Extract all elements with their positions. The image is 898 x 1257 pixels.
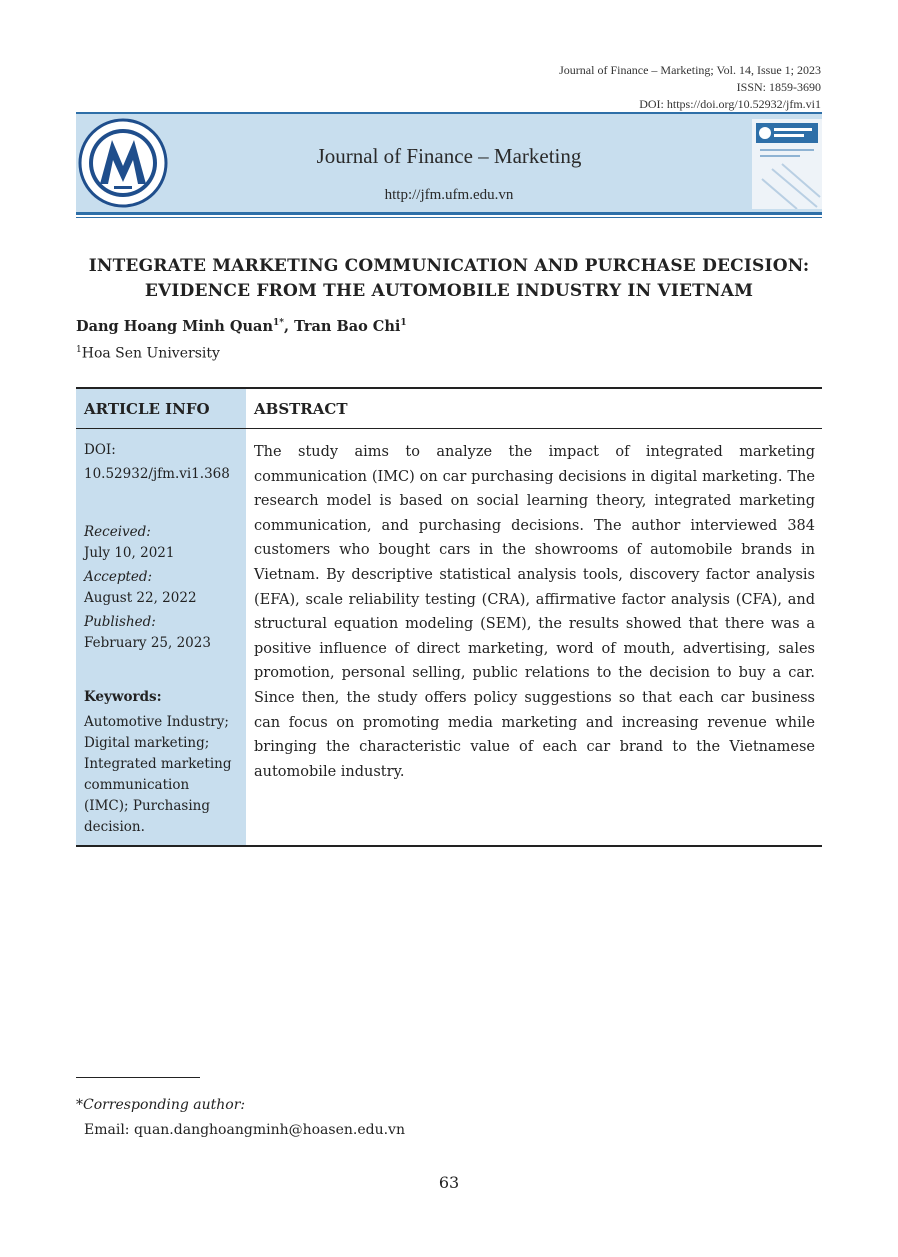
journal-doi: DOI: https://doi.org/10.52932/jfm.vi1 [639, 97, 821, 111]
keyword-line: communication [84, 777, 190, 793]
paper-title [76, 254, 822, 304]
table-header-rule [76, 428, 822, 429]
corresponding-author-label: *Corresponding author: [76, 1097, 246, 1113]
keyword-line: Integrated marketing [84, 756, 232, 772]
received-date: July 10, 2021 [84, 545, 175, 561]
paper-title-line-2: EVIDENCE FROM THE AUTOMOBILE INDUSTRY IN VIETNAM [144, 281, 754, 301]
banner-bottom-rule [76, 212, 822, 215]
banner-bottom-rule-thin [76, 217, 822, 218]
paper-title-line-1: INTEGRATE MARKETING COMMUNICATION AND PURCHASE DECISION: [88, 256, 810, 276]
journal-cover-thumbnail [752, 119, 822, 209]
affiliation [76, 345, 220, 362]
keyword-line: (IMC); Purchasing [84, 798, 210, 814]
author-name: Tran Bao Chi [294, 318, 401, 335]
dates-section [84, 522, 244, 654]
published-date: February 25, 2023 [84, 635, 211, 651]
received-label: Received: [84, 524, 151, 540]
article-info-heading: ARTICLE INFO [84, 400, 210, 418]
table-bottom-rule [76, 845, 822, 847]
footnote-rule [76, 1077, 200, 1078]
doi-value[interactable]: 10.52932/jfm.vi1.368 [84, 466, 230, 482]
doi-section [84, 440, 244, 485]
author-list [76, 318, 407, 335]
affiliation-superscript: 1 [76, 345, 82, 355]
page-number: 63 [438, 1173, 460, 1192]
journal-citation-block [559, 62, 821, 113]
abstract-heading: ABSTRACT [254, 400, 348, 418]
journal-name: Journal of Finance – Marketing [316, 144, 582, 168]
table-top-rule [76, 387, 822, 389]
author-superscript: 1 [400, 318, 407, 329]
doi-label: DOI: [84, 442, 116, 458]
author-name: Dang Hoang Minh Quan [76, 318, 273, 335]
published-label: Published: [84, 614, 156, 630]
corresponding-email[interactable]: Email: quan.danghoangminh@hoasen.edu.vn [84, 1122, 405, 1138]
journal-issn: ISSN: 1859-3690 [736, 80, 821, 94]
keyword-line: decision. [84, 819, 145, 835]
journal-url[interactable]: http://jfm.ufm.edu.vn [384, 187, 514, 203]
author-superscript: 1* [273, 318, 284, 329]
keywords-label: Keywords: [84, 689, 162, 705]
keywords-section [84, 687, 244, 838]
keyword-line: Automotive Industry; [84, 714, 229, 730]
affiliation-name: Hoa Sen University [81, 345, 220, 362]
author-separator: , [283, 318, 295, 335]
accepted-label: Accepted: [84, 569, 153, 585]
keyword-line: Digital marketing; [84, 735, 210, 751]
abstract-text: The study aims to analyze the impact of integrated marketing communication (IMC) on car purchasing decisions in digital marketing. The research model is based on social learning theory, integrated marketing communication, and purchasing decisions. The author interviewed 384 customers who bought cars in the showrooms of automobile brands in Vietnam. By descriptive statistical analysis tools, discovery factor analysis (EFA), scale reliability testing (CRA), affirmative factor analysis (CFA), and structural equation modeling (SEM), the results showed that there was a positive influence of direct marketing, word of mouth, advertising, sales promotion, personal selling, public relations to the decision to buy a car. Since then, the study offers policy suggestions so that each car business can focus on promoting media marketing and increasing revenue while bringing the characteristic value of each car brand to the Vietnamese automobile industry. [254, 444, 815, 780]
journal-citation: Journal of Finance – Marketing; Vol. 14, Issue 1; 2023 [559, 63, 821, 77]
accepted-date: August 22, 2022 [84, 590, 197, 606]
